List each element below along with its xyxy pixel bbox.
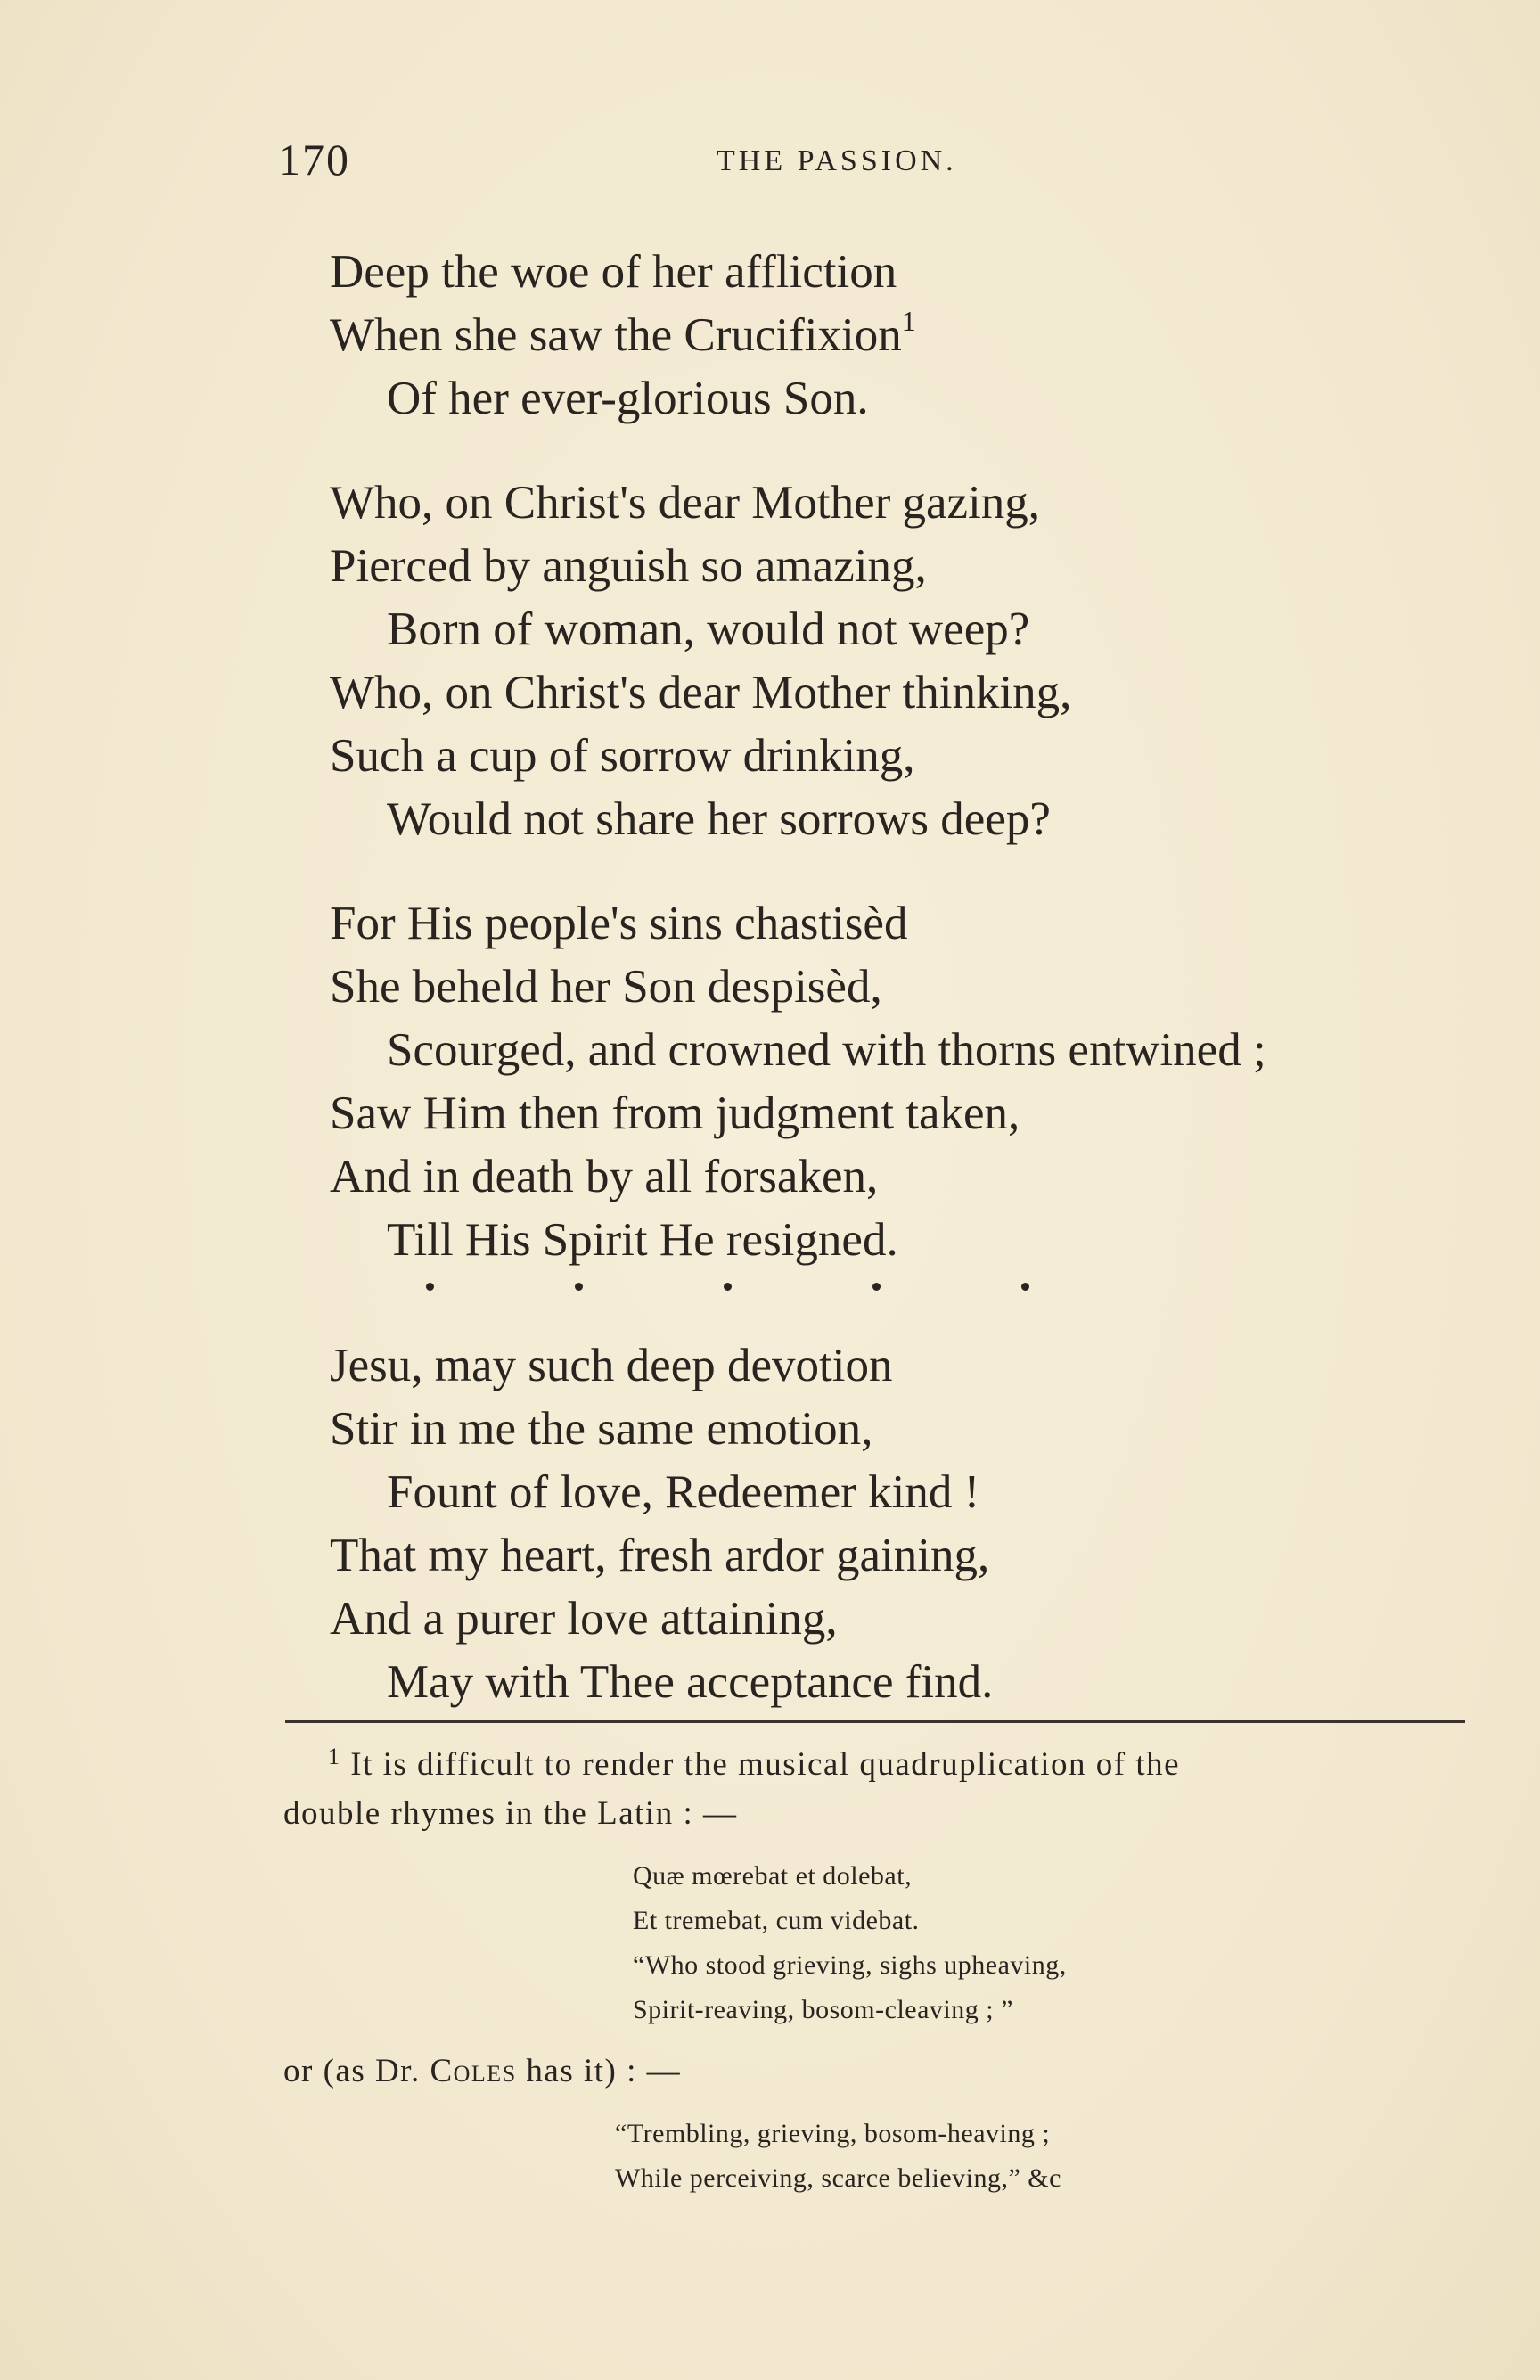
poem-line: For His people's sins chastisèd xyxy=(330,898,908,949)
poem-line: Pierced by anguish so amazing, xyxy=(330,540,927,592)
footnote-rule xyxy=(285,1720,1465,1723)
dot xyxy=(872,1283,881,1291)
poem-line: Till His Spirit He resigned. xyxy=(387,1214,898,1266)
dot xyxy=(575,1283,583,1291)
quote-line: “Who stood grieving, sighs upheaving, xyxy=(633,1950,1067,1980)
quote-line: “Trembling, grieving, bosom-heaving ; xyxy=(615,2119,1051,2148)
coles-quote xyxy=(283,2112,1478,2201)
poem-line: Stir in me the same emotion, xyxy=(330,1403,873,1455)
poem-line: Would not share her sorrows deep? xyxy=(387,793,1051,845)
latin-quote xyxy=(283,1854,1478,2032)
poem-line: Saw Him then from judgment taken, xyxy=(330,1087,1020,1139)
footnote-marker: 1 xyxy=(901,305,916,337)
running-head: THE PASSION. xyxy=(717,144,957,177)
quote-line: Et tremebat, cum videbat. xyxy=(633,1906,920,1935)
poem-line: Of her ever-glorious Son. xyxy=(387,373,869,424)
dot xyxy=(426,1283,434,1291)
page-number: 170 xyxy=(278,135,350,185)
quote-line: Quæ mœrebat et dolebat, xyxy=(633,1861,913,1891)
poem-line: May with Thee acceptance find. xyxy=(387,1656,994,1708)
poem-line: Who, on Christ's dear Mother thinking, xyxy=(330,667,1072,718)
footnote-text: $^1$ It is difficult to render the musical quadruplication of the xyxy=(328,1744,1181,1783)
author-name: Coles xyxy=(430,2053,517,2089)
quote-line: While perceiving, scarce believing,” &c xyxy=(615,2163,1061,2193)
poem-line: Who, on Christ's dear Mother gazing, xyxy=(330,477,1041,529)
poem-line: And in death by all forsaken, xyxy=(330,1151,879,1202)
poem-line: She beheld her Son despisèd, xyxy=(330,961,882,1013)
footnote-text: or (as Dr. Coles has it) : — xyxy=(283,2053,682,2089)
poem-line: When she saw the Crucifixion$^1$ xyxy=(330,305,916,361)
stanza xyxy=(330,1334,1488,1714)
stanza xyxy=(330,472,1488,851)
poem-line: Born of woman, would not weep? xyxy=(387,603,1030,655)
poem xyxy=(330,241,1488,1755)
poem-line: And a purer love attaining, xyxy=(330,1593,838,1645)
poem-line: That my heart, fresh ardor gaining, xyxy=(330,1530,990,1581)
stanza xyxy=(330,241,1488,431)
footnote-number: 1 xyxy=(328,1744,341,1769)
poem-line: Deep the woe of her affliction xyxy=(330,246,897,298)
poem-line: Jesu, may such deep devotion xyxy=(330,1340,893,1391)
poem-line: Scourged, and crowned with thorns entwined ; xyxy=(387,1024,1266,1076)
poem-line: Such a cup of sorrow drinking, xyxy=(330,730,915,782)
dot xyxy=(1021,1283,1029,1291)
poem-line: Fount of love, Redeemer kind ! xyxy=(387,1466,980,1518)
footnote-text: double rhymes in the Latin : — xyxy=(283,1795,738,1832)
quote-line: Spirit-reaving, bosom-cleaving ; ” xyxy=(633,1995,1013,2024)
page-header xyxy=(278,134,1044,196)
dot xyxy=(724,1283,732,1291)
ellipsis-dots xyxy=(426,1283,1488,1318)
footnote xyxy=(283,1740,1478,2215)
stanza xyxy=(330,892,1488,1272)
